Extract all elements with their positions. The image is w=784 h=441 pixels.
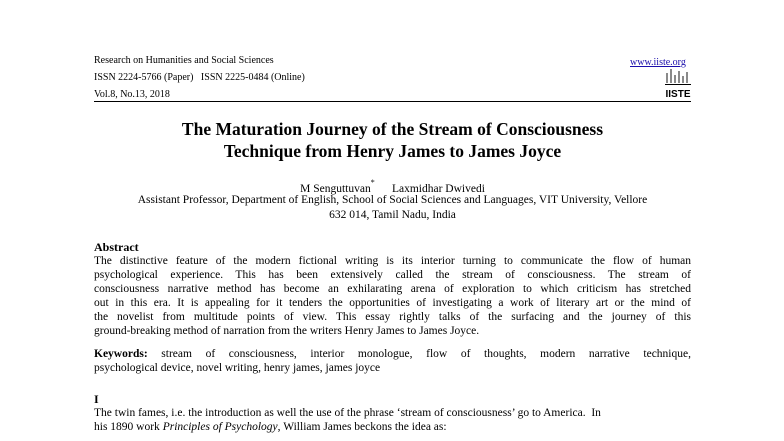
journal-volume: Vol.8, No.13, 2018 — [94, 89, 170, 100]
author-2: Laxmidhar Dwivedi — [391, 182, 485, 195]
keywords-text-1: stream of consciousness, interior monologue, flow of thoughts, modern narrative technique, — [147, 348, 691, 360]
iiste-logo-graphic — [664, 67, 692, 100]
abstract-line: The distinctive feature of the modern fictional writing is its interior turning to communicate the flow of human — [94, 255, 691, 267]
journal-name: Research on Humanities and Social Sciences — [94, 55, 274, 66]
affiliation-line-2: 632 014, Tamil Nadu, India — [329, 209, 456, 221]
section-heading: I — [94, 392, 99, 406]
section-line-2-pre: his 1890 work — [94, 421, 163, 433]
abstract-line: ground-breaking method of narration from the writers Henry James to James Joyce. — [94, 325, 480, 337]
paper-title — [94, 118, 691, 162]
header-rule — [94, 101, 691, 102]
abstract-body — [94, 254, 691, 338]
section-line-2 — [94, 420, 691, 434]
abstract-line: the novelist from multitude points of view. This essay rightly talks of the surfacing and the journey of this — [94, 311, 691, 323]
author-1-mark: * — [370, 178, 375, 187]
abstract-line: consciousness narrative method has become an exhilarating arena of exploration to which criticism has stretched — [94, 283, 691, 295]
title-line-1: The Maturation Journey of the Stream of Consciousness — [181, 119, 604, 139]
abstract-heading: Abstract — [94, 240, 139, 254]
keywords — [94, 347, 691, 375]
section-line-2-post: , William James beckons the idea as: — [277, 421, 447, 433]
iiste-logo — [664, 67, 692, 100]
title-line-2: Technique from Henry James to James Joyce — [223, 141, 562, 161]
section-line-1: The twin fames, i.e. the introduction as well the use of the phrase ‘stream of consciousness’ go to America. In — [94, 407, 601, 419]
logo-text: IISTE — [665, 89, 691, 100]
abstract-line: out in this era. It is appealing for it tenders the opportunities of investigating a work of literary art or the mind of — [94, 297, 691, 309]
affiliation — [94, 193, 691, 223]
affiliation-line-1: Assistant Professor, Department of English, School of Social Sciences and Languages, VIT University, Vellore — [137, 194, 648, 206]
author-1: M Senguttuvan — [300, 182, 371, 195]
keywords-text-2: psychological device, novel writing, henry james, james joyce — [94, 362, 381, 374]
keywords-line-1 — [94, 347, 691, 361]
book-title: Principles of Psychology — [162, 421, 278, 433]
abstract-line: psychological experience. This has been extensively called the stream of consciousness. The stream of — [94, 269, 691, 281]
journal-issn: ISSN 2224-5766 (Paper) ISSN 2225-0484 (Online) — [94, 72, 305, 83]
keywords-label: Keywords: — [94, 348, 148, 360]
journal-website-link[interactable]: www.iiste.org — [630, 57, 686, 68]
section-body — [94, 406, 691, 434]
